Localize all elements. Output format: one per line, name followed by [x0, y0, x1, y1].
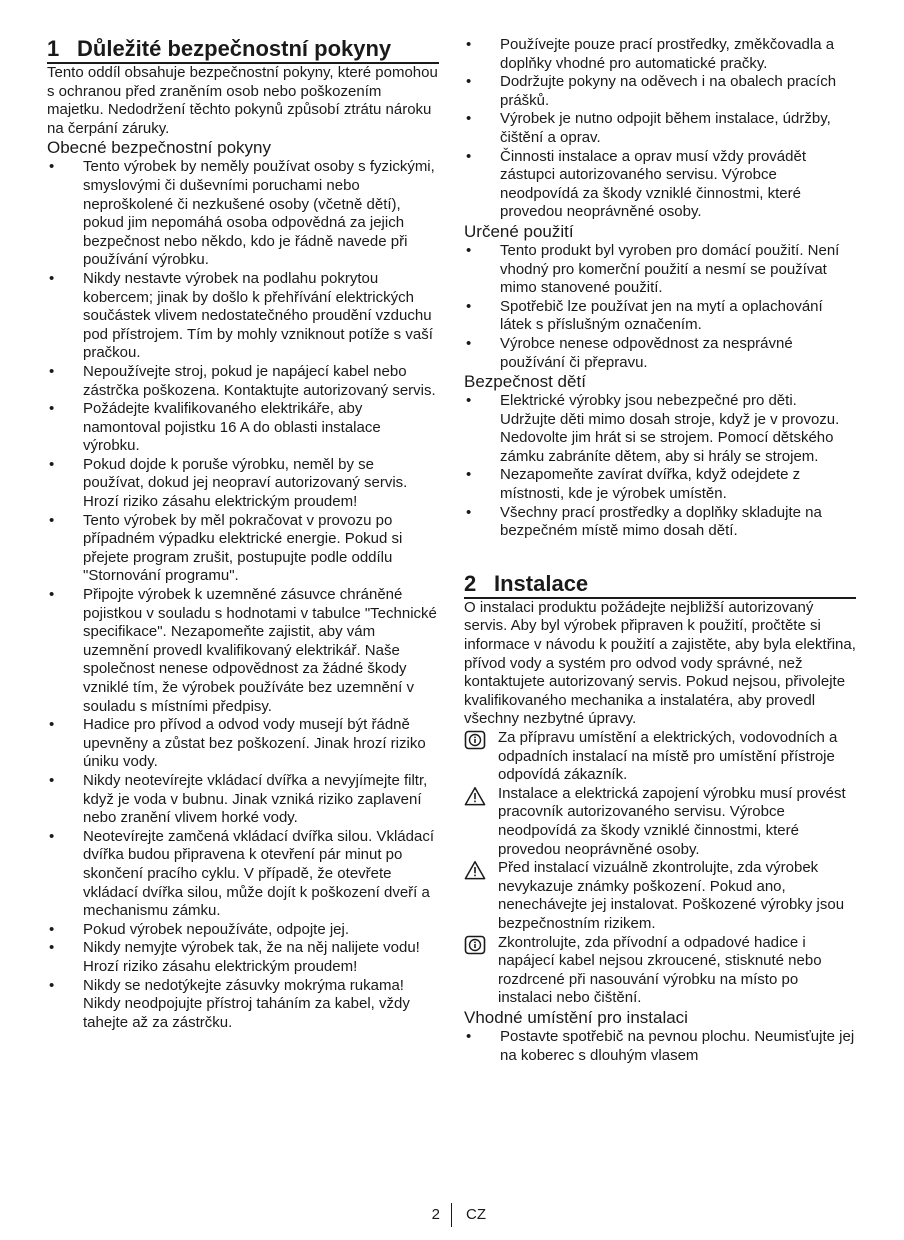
list-item: • Tento výrobek by měl pokračovat v provozu po případném výpadku elektrické energie. Pokud si přejete program zrušit, postupujte podle oddílu "Stornování programu".	[47, 512, 439, 586]
list-item: • Neotevírejte zamčená vkládací dvířka silou. Vkládací dvířka budou připravena k otevření pár minut po skončení pracího cyklu. V případě, že otevřete vkládací dvířka silou, může dojít k poškození dveří a mechanismu zámku.	[47, 828, 439, 921]
warning-note: Před instalací vizuálně zkontrolujte, zda výrobek nevykazuje známky poškození. Pokud ano, nenechávejte jej instalovat. Poškozené výrobky jsou bezpečnostním rizikem.	[464, 859, 856, 933]
intended-use-heading: Určené použití	[464, 221, 574, 241]
list-item: • Všechny prací prostředky a doplňky skladujte na bezpečném místě mimo dosah dětí.	[464, 504, 856, 541]
list-item: • Nikdy neotevírejte vkládací dvířka a nevyjímejte filtr, když je voda v bubnu. Jinak vzniká riziko zaplavení nebo zranění vlivem horké vody.	[47, 772, 439, 828]
general-safety-list-continued	[464, 36, 856, 222]
placement-heading: Vhodné umístění pro instalaci	[464, 1007, 688, 1027]
language-code: CZ	[466, 1206, 486, 1223]
child-safety-list	[464, 392, 856, 541]
warning-icon	[464, 860, 486, 880]
info-note: Za přípravu umístění a elektrických, vodovodních a odpadních instalací na místě pro umístění přístroje odpovídá zákazník.	[464, 729, 856, 785]
warning-note: Instalace a elektrická zapojení výrobku musí provést pracovník autorizovaného servisu. Výrobce neodpovídá za škody vzniklé činnostmi, které provedou neoprávněné osoby.	[464, 785, 856, 859]
list-item: • Nezapomeňte zavírat dvířka, když odejdete z místnosti, kde je výrobek umístěn.	[464, 466, 856, 503]
list-item: • Tento výrobek by neměly používat osoby s fyzickými, smyslovými či duševními poruchami nebo neproškolené či nezkušené osoby (včetně dětí), pokud jim nepomáhá osoba odpovědná za jejich bezpečnost nebo někdo, kdo je řádně navede při používání výrobku.	[47, 158, 439, 270]
installation-intro: O instalaci produktu požádejte nejbližší autorizovaný servis. Aby byl výrobek připraven k použití, pročtěte si informace v návodu k použití a zajistěte, aby byla elektřina, přívod vody a systém pro odvod vody správné, než kontaktujete autorizovaný servis. Pokud nejsou, přivolejte kvalifikovaného mechanika a instalatéra, aby provedl všechny nezbytné úpravy.	[464, 598, 856, 728]
list-item: • Hadice pro přívod a odvod vody musejí být řádně upevněny a zůstat bez poškození. Jinak hrozí riziko úniku vody.	[47, 716, 439, 772]
page-footer	[0, 1206, 904, 1228]
warning-icon	[464, 786, 486, 806]
list-item: • Výrobek je nutno odpojit během instalace, údržby, čištění a oprav.	[464, 110, 856, 147]
intended-use-list	[464, 242, 856, 372]
list-item: • Tento produkt byl vyroben pro domácí použití. Není vhodný pro komerční použití a nesmí se používat mimo stanovené použití.	[464, 242, 856, 298]
list-item: • Nikdy se nedotýkejte zásuvky mokrýma rukama! Nikdy neodpojujte přístroj taháním za kabel, vždy tahejte až za zástrčku.	[47, 977, 439, 1033]
list-item: • Postavte spotřebič na pevnou plochu. Neumisťujte jej na koberec s dlouhým vlasem	[464, 1028, 856, 1065]
right-column	[464, 36, 856, 1065]
info-icon	[464, 935, 486, 955]
list-item: • Výrobce nenese odpovědnost za nesprávné používání či přepravu.	[464, 335, 856, 372]
list-item: • Nikdy nemyjte výrobek tak, že na něj nalijete vodu! Hrozí riziko zásahu elektrickým proudem!	[47, 939, 439, 976]
section-2-heading: 2 Instalace	[464, 571, 856, 599]
list-item: • Pokud výrobek nepoužíváte, odpojte jej.	[47, 921, 439, 940]
general-safety-heading: Obecné bezpečnostní pokyny	[47, 138, 271, 158]
child-safety-heading: Bezpečnost dětí	[464, 372, 586, 392]
info-note: Zkontrolujte, zda přívodní a odpadové hadice i napájecí kabel nejsou zkroucené, stisknuté nebo rozdrcené při nasouvání výrobku na místo po instalaci nebo čištění.	[464, 934, 856, 1008]
list-item: • Nikdy nestavte výrobek na podlahu pokrytou kobercem; jinak by došlo k přehřívání elektrických součástek vlivem nedostatečného proudění vzduchu pod přístrojem. Tím by mohly vzniknout potíže s vaší pračkou.	[47, 270, 439, 363]
list-item: • Činnosti instalace a oprav musí vždy provádět zástupci autorizovaného servisu. Výrobce neodpovídá za škody vzniklé činnostmi, které provedou neoprávněné osoby.	[464, 148, 856, 222]
page-number: 2	[431, 1206, 440, 1223]
list-item: • Elektrické výrobky jsou nebezpečné pro děti. Udržujte děti mimo dosah stroje, když je v provozu. Nedovolte jim hrát si se strojem. Pomocí dětského zámku zabráníte dětem, aby si hrály se strojem.	[464, 392, 856, 466]
general-safety-list	[47, 158, 439, 1032]
left-column	[47, 36, 439, 1032]
list-item: • Dodržujte pokyny na oděvech i na obalech pracích prášků.	[464, 73, 856, 110]
list-item: • Požádejte kvalifikovaného elektrikáře, aby namontoval pojistku 16 A do oblasti instalace výrobku.	[47, 400, 439, 456]
list-item: • Spotřebič lze používat jen na mytí a oplachování látek s příslušným označením.	[464, 298, 856, 335]
placement-list	[464, 1028, 856, 1065]
footer-divider	[451, 1203, 452, 1227]
section-1-heading: 1 Důležité bezpečnostní pokyny	[47, 36, 439, 64]
list-item: • Pokud dojde k poruše výrobku, neměl by se používat, dokud jej neopraví autorizovaný servis. Hrozí riziko zásahu elektrickým proudem!	[47, 456, 439, 512]
list-item: • Nepoužívejte stroj, pokud je napájecí kabel nebo zástrčka poškozena. Kontaktujte autorizovaný servis.	[47, 363, 439, 400]
list-item: • Připojte výrobek k uzemněné zásuvce chráněné pojistkou v souladu s hodnotami v tabulce "Technické specifikace". Nezapomeňte zajistit, aby vám uzemnění provedl kvalifikovaný elektrikář. Naše společnost nenese odpovědnost za žádné škody vzniklé tím, že výrobek používáte bez uzemnění v souladu s místními předpisy.	[47, 586, 439, 716]
info-icon	[464, 730, 486, 750]
section-1-intro: Tento oddíl obsahuje bezpečnostní pokyny, které pomohou s ochranou před zraněním osob nebo poškozením majetku. Nedodržení těchto pokynů způsobí ztrátu nároku na čerpání záruky.	[47, 64, 438, 137]
list-item: • Používejte pouze prací prostředky, změkčovadla a doplňky vhodné pro automatické pračky.	[464, 36, 856, 73]
